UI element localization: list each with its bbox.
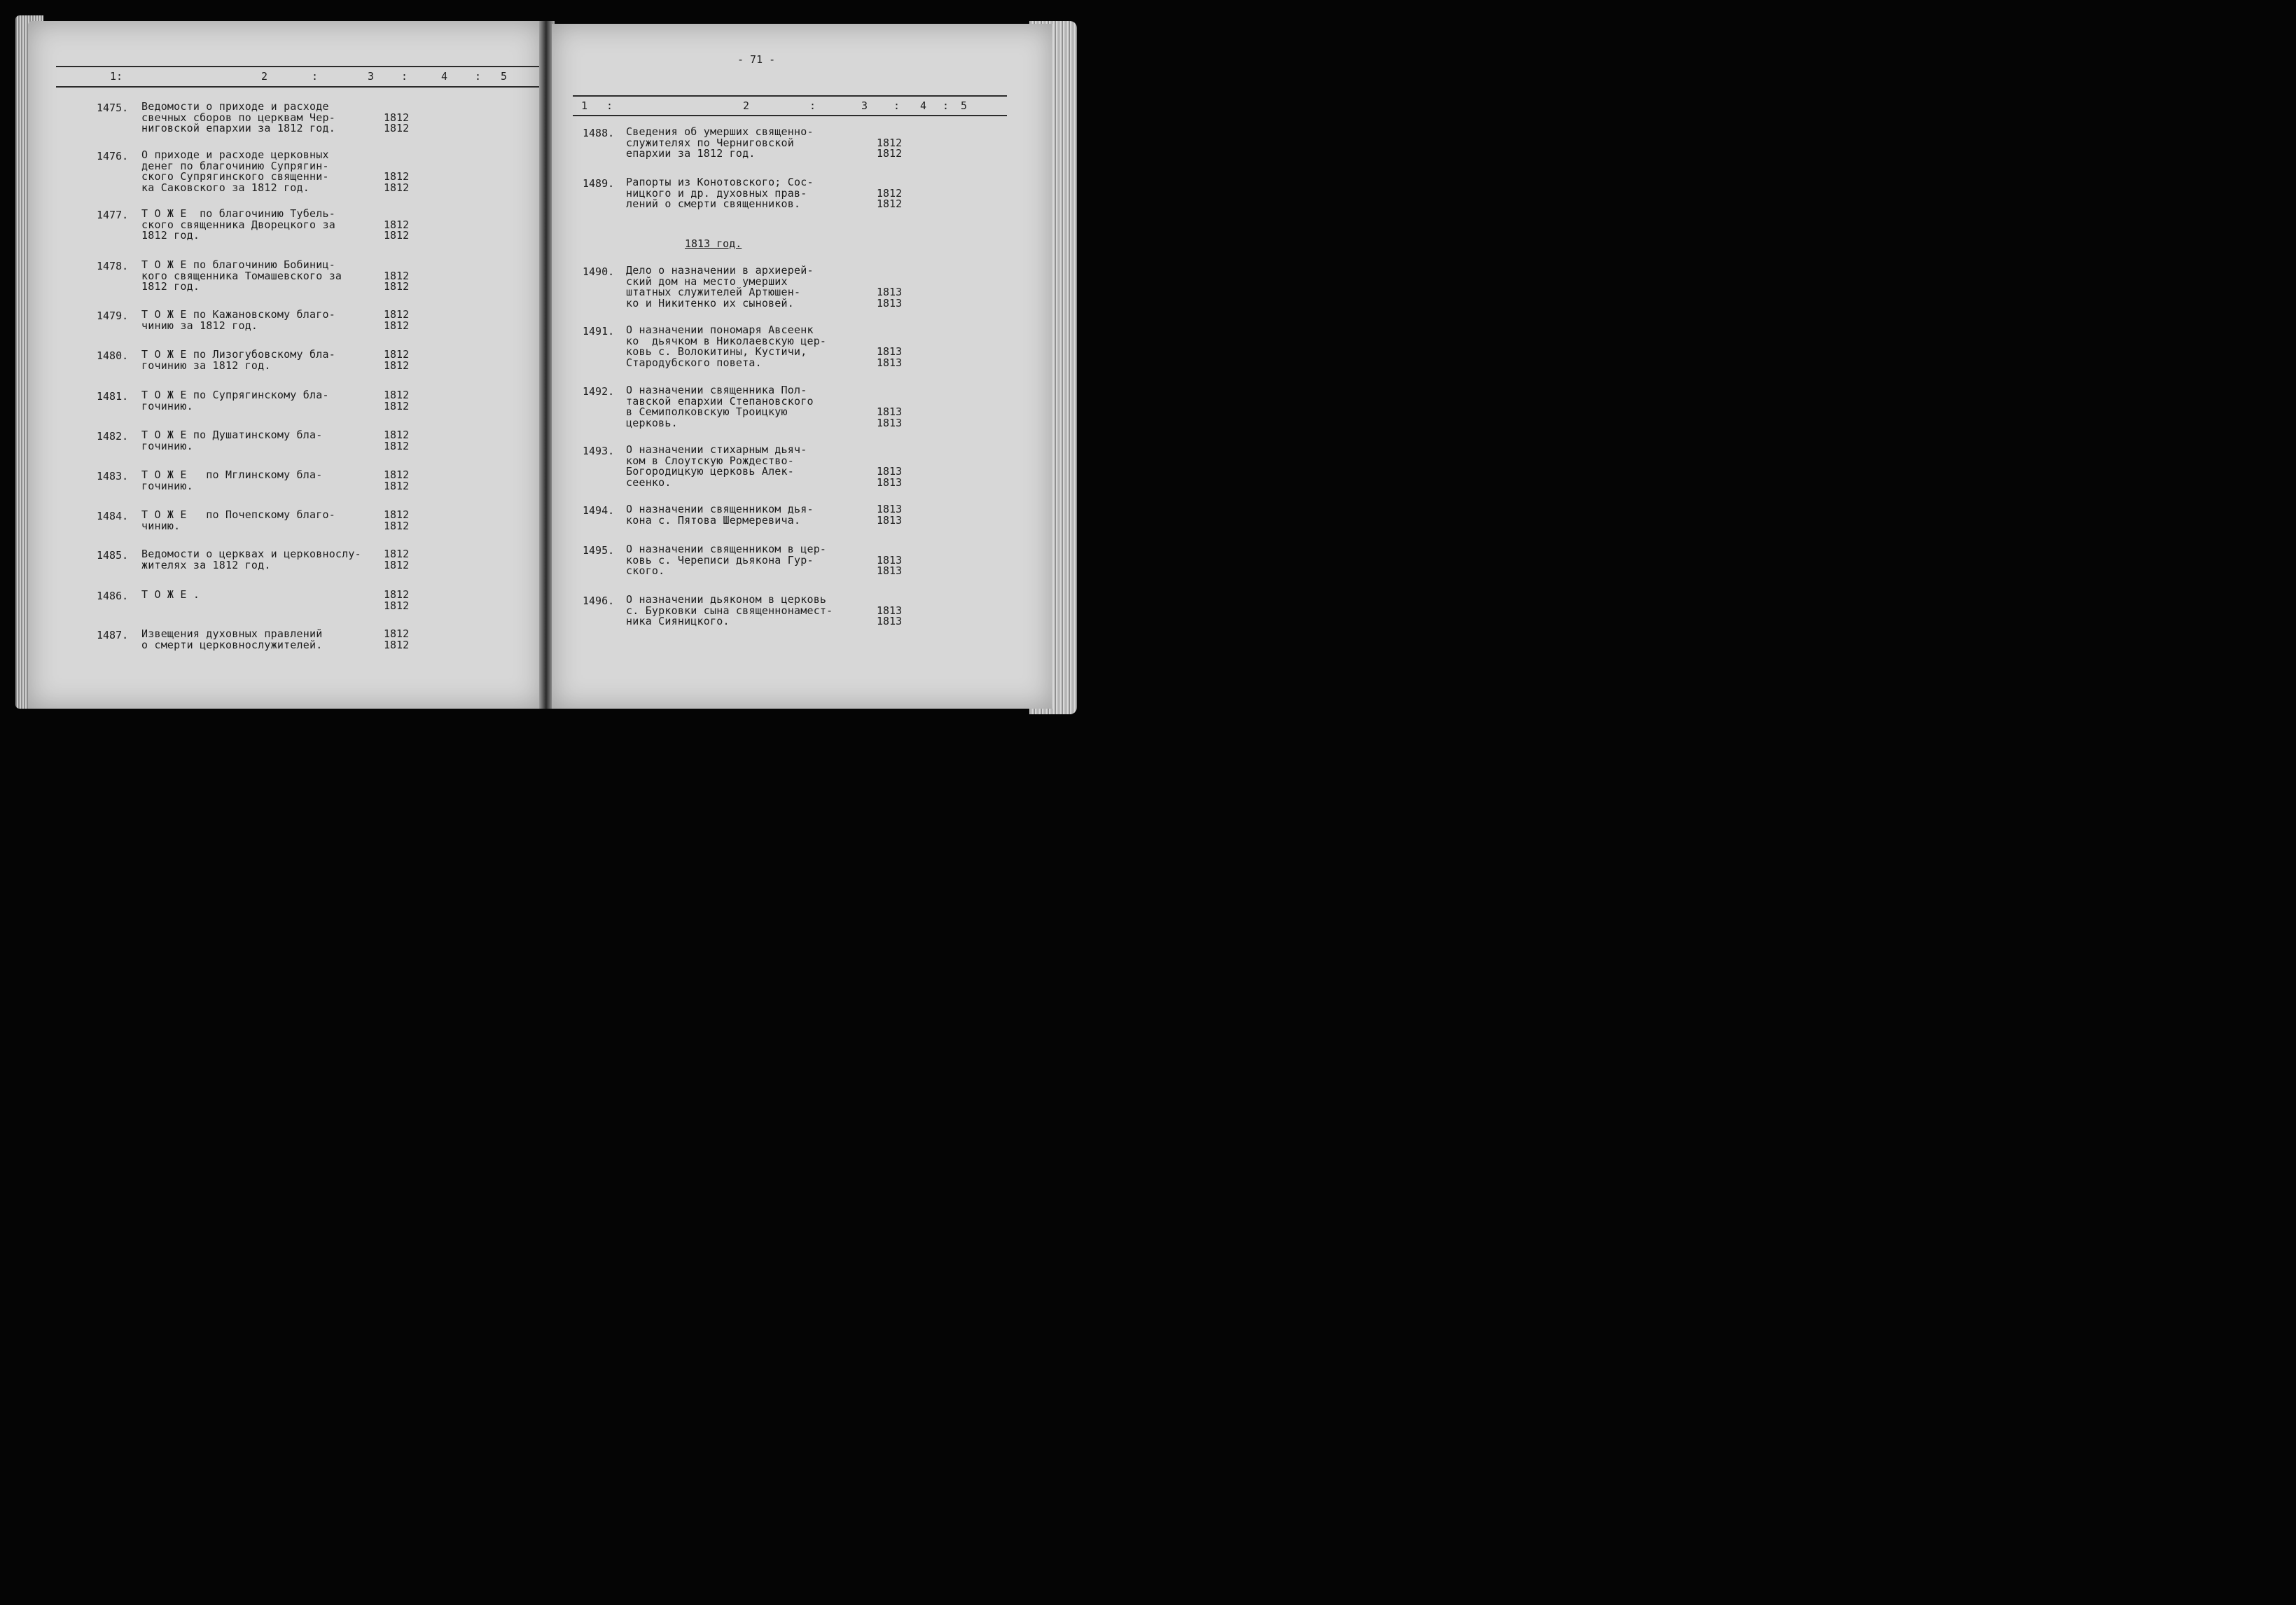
header-rule-bottom xyxy=(56,86,539,88)
entry-dates xyxy=(384,172,409,193)
entry-description: Т О Ж Е по Супрягинскому бла- гочинию. xyxy=(141,389,329,412)
entry-description: О назначении священником дья- кона с. Пятова Шермеревича. xyxy=(626,503,814,527)
entry-dates xyxy=(877,407,902,429)
col-sep: : xyxy=(809,99,816,112)
col-sep: : xyxy=(942,99,949,112)
header-rule-bottom xyxy=(573,115,1007,116)
entry-dates xyxy=(384,390,409,412)
entry-dates xyxy=(384,349,409,371)
entry-description: Т О Ж Е по благочинию Тубель- ского священника Дворецкого за 1812 год. xyxy=(141,207,335,242)
left-page xyxy=(28,21,543,709)
entry-dates xyxy=(384,510,409,531)
entry-dates xyxy=(384,220,409,242)
entry-number: 1494. xyxy=(583,504,615,517)
entry-number: 1478. xyxy=(97,260,129,272)
entry-year: 1812 xyxy=(384,269,410,282)
entry-year: 1812 xyxy=(877,197,903,210)
entry-description: Дело о назначении в архиерей- ский дом на место умерших штатных служителей Артюшен- ко и Никитенко их сыновей. xyxy=(626,264,814,310)
entry-year: 1812 xyxy=(384,439,410,452)
entry-description: Т О Ж Е по благочинию Бобиниц- кого священника Томашевского за 1812 год. xyxy=(141,258,342,293)
header-rule-top xyxy=(56,66,539,67)
entry-year: 1812 xyxy=(384,638,410,651)
entry-year: 1812 xyxy=(384,218,410,231)
entry-dates xyxy=(877,138,902,160)
entry-year: 1812 xyxy=(384,348,410,361)
entry-description: Т О Ж Е по Кажановскому благо- чинию за 1812 год. xyxy=(141,308,335,332)
entry-year: 1813 xyxy=(877,564,903,577)
entry-number: 1488. xyxy=(583,127,615,139)
entry-year: 1812 xyxy=(384,111,410,124)
col-sep: : xyxy=(312,70,319,83)
entry-year: 1813 xyxy=(877,553,903,567)
col-2: 2 xyxy=(743,99,750,112)
entry-description: Извещения духовных правлений о смерти церковнослужителей. xyxy=(141,627,323,651)
entry-number: 1477. xyxy=(97,209,129,221)
entry-number: 1487. xyxy=(97,629,129,641)
entry-year: 1813 xyxy=(877,296,903,310)
entry-year: 1812 xyxy=(384,558,410,571)
page-number: - 71 - xyxy=(737,53,776,66)
entry-number: 1482. xyxy=(97,430,129,443)
entry-dates xyxy=(384,310,409,331)
entry-year: 1812 xyxy=(384,479,410,492)
entry-year: 1812 xyxy=(384,399,410,412)
entry-number: 1489. xyxy=(583,177,615,190)
entry-description: Рапорты из Конотовского; Сос- ницкого и др. духовных прав- лений о смерти священников. xyxy=(626,176,814,210)
entry-year: 1812 xyxy=(384,170,410,183)
entry-year: 1812 xyxy=(877,147,903,160)
entry-year: 1813 xyxy=(877,465,903,478)
entry-year: 1812 xyxy=(877,186,903,200)
col-3: 3 xyxy=(368,70,375,83)
entry-number: 1486. xyxy=(97,590,129,602)
header-rule-top xyxy=(573,95,1007,97)
right-page xyxy=(552,24,1052,709)
entry-number: 1480. xyxy=(97,349,129,362)
entry-dates xyxy=(877,466,902,488)
entry-dates xyxy=(877,188,902,210)
entry-year: 1812 xyxy=(384,548,410,560)
entry-number: 1492. xyxy=(583,385,615,398)
entry-year: 1813 xyxy=(877,604,903,617)
entry-description: Т О Ж Е по Лизогубовскому бла- гочинию за 1812 год. xyxy=(141,348,335,372)
entry-year: 1812 xyxy=(384,588,410,601)
entry-year: 1813 xyxy=(877,356,903,369)
entry-year: 1812 xyxy=(384,468,410,481)
entry-number: 1495. xyxy=(583,544,615,557)
entry-dates xyxy=(384,430,409,452)
entry-number: 1485. xyxy=(97,549,129,562)
entry-description: О назначении стихарным дьяч- ком в Слоутскую Рождество- Богородицкую церковь Алек- сеенко. xyxy=(626,443,807,489)
entry-year: 1813 xyxy=(877,416,903,429)
entry-year: 1812 xyxy=(384,319,410,332)
col-4: 4 xyxy=(441,70,448,83)
entry-year: 1813 xyxy=(877,503,903,515)
col-3: 3 xyxy=(861,99,868,112)
entry-year: 1812 xyxy=(384,627,410,640)
entry-year: 1812 xyxy=(384,508,410,521)
entry-description: Ведомости о церквах и церковнослу- жителях за 1812 год. xyxy=(141,548,361,571)
entry-description: Т О Ж Е по Душатинскому бла- гочинию. xyxy=(141,429,323,452)
entry-dates xyxy=(877,504,902,526)
entry-year: 1813 xyxy=(877,286,903,298)
entry-description: Т О Ж Е . xyxy=(141,588,200,601)
entry-number: 1496. xyxy=(583,595,615,607)
entry-year: 1812 xyxy=(384,359,410,372)
entry-year: 1812 xyxy=(384,389,410,401)
entry-year: 1813 xyxy=(877,405,903,418)
col-sep: : xyxy=(401,70,408,83)
entry-year: 1813 xyxy=(877,345,903,358)
entry-year: 1813 xyxy=(877,513,903,527)
entry-year: 1813 xyxy=(877,475,903,489)
entry-description: Ведомости о приходе и расходе свечных сборов по церквам Чер- ниговской епархии за 1812 год. xyxy=(141,100,335,134)
entry-year: 1812 xyxy=(384,229,410,242)
entry-dates xyxy=(877,347,902,368)
col-4: 4 xyxy=(920,99,927,112)
entry-year: 1812 xyxy=(384,181,410,194)
col-sep: : xyxy=(475,70,482,83)
entry-dates xyxy=(384,271,409,293)
section-heading: 1813 год. xyxy=(685,237,742,250)
entry-description: Т О Ж Е по Почепскому благо- чинию. xyxy=(141,508,335,532)
entry-dates xyxy=(384,590,409,611)
col-5: 5 xyxy=(501,70,508,83)
entry-number: 1475. xyxy=(97,102,129,114)
entry-description: О назначении священника Пол- тавской епархии Степановского в Семиполковскую Троицкую церковь. xyxy=(626,384,814,429)
entry-dates xyxy=(384,113,409,134)
entry-dates xyxy=(877,555,902,577)
entry-description: О назначении дьяконом в церковь с. Бурковки сына священнонамест- ника Сияницкого. xyxy=(626,593,833,627)
entry-description: О назначении пономаря Авсеенк ко дьячком в Николаевскую цер- ковь с. Волокитины, Кустичи, Стародубского повета. xyxy=(626,324,827,369)
entry-number: 1476. xyxy=(97,150,129,162)
entry-number: 1483. xyxy=(97,470,129,482)
entry-number: 1490. xyxy=(583,265,615,278)
entry-year: 1812 xyxy=(384,280,410,293)
entry-dates xyxy=(877,606,902,627)
entry-description: О назначении священником в цер- ковь с. Череписи дьякона Гур- ского. xyxy=(626,543,827,577)
entry-year: 1812 xyxy=(384,429,410,441)
col-sep: : xyxy=(893,99,900,112)
entry-number: 1493. xyxy=(583,445,615,457)
entry-dates xyxy=(384,470,409,492)
entry-number: 1484. xyxy=(97,510,129,522)
entry-number: 1479. xyxy=(97,310,129,322)
entry-number: 1491. xyxy=(583,325,615,338)
col-sep: : xyxy=(606,99,613,112)
entry-year: 1812 xyxy=(384,519,410,532)
entry-dates xyxy=(384,549,409,571)
entry-dates xyxy=(877,287,902,309)
col-1: 1 xyxy=(581,99,588,112)
entry-year: 1812 xyxy=(384,308,410,321)
entry-year: 1812 xyxy=(384,599,410,612)
entry-description: Т О Ж Е по Мглинскому бла- гочинию. xyxy=(141,468,323,492)
entry-number: 1481. xyxy=(97,390,129,403)
entry-year: 1812 xyxy=(384,122,410,134)
col-2: 2 xyxy=(261,70,268,83)
col-1: 1: xyxy=(110,70,123,83)
entry-dates xyxy=(384,629,409,651)
entry-description: Сведения об умерших священно- служителях по Черниговской епархии за 1812 год. xyxy=(626,125,814,160)
entry-description: О приходе и расходе церковных денег по благочинию Супрягин- ского Супрягинского священни- ка Саковского за 1812 год. xyxy=(141,148,329,194)
entry-year: 1812 xyxy=(877,136,903,149)
entry-year: 1813 xyxy=(877,615,903,627)
col-5: 5 xyxy=(961,99,968,112)
